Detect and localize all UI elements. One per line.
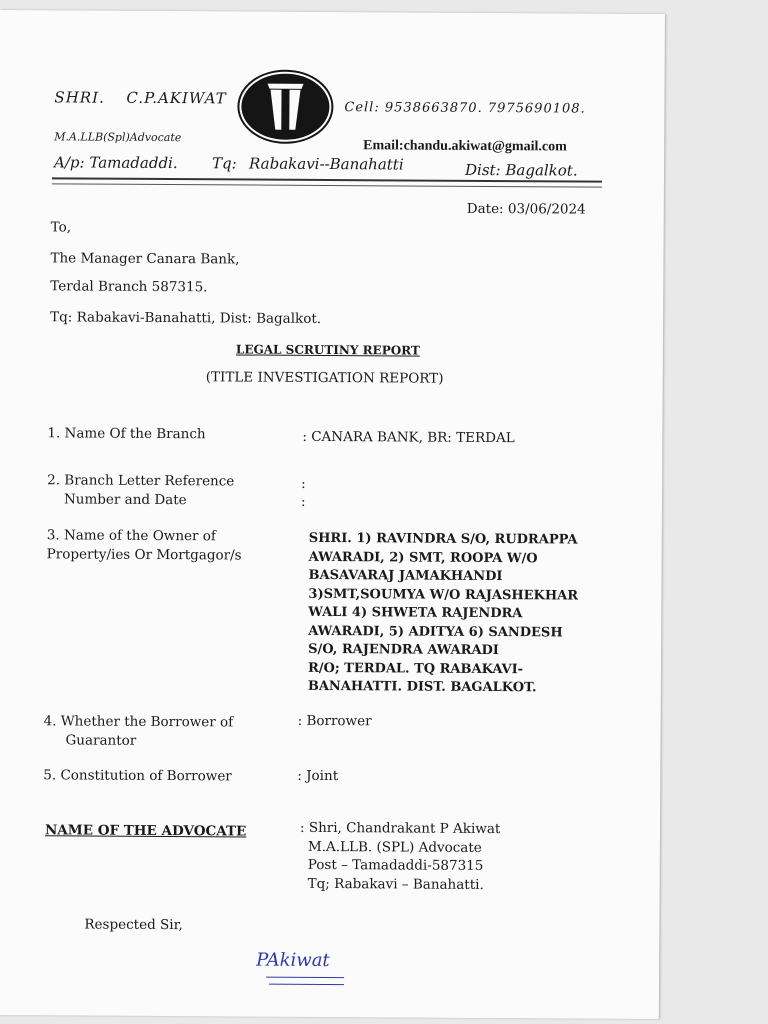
advocate-line-3: Post – Tamadaddi-587315: [307, 856, 484, 874]
letterhead-address-tq: Rabakavi--Banahatti: [249, 154, 404, 174]
letterhead-qualification: M.A.LLB(Spl)Advocate: [54, 130, 182, 145]
report-subtitle: (TITLE INVESTIGATION REPORT): [205, 369, 444, 387]
field-2-label-cont: Number and Date: [63, 491, 187, 509]
owner-line: AWARADI, 5) ADITYA 6) SANDESH: [308, 623, 563, 640]
owner-line: BASAVARAJ JAMAKHANDI: [308, 567, 503, 585]
field-3-value: [308, 530, 609, 698]
field-4-label-cont: Guarantor: [65, 732, 137, 749]
recipient-to: To,: [50, 219, 72, 236]
salutation: Respected Sir,: [84, 916, 183, 934]
recipient-line-3: Tq: Rabakavi-Banahatti, Dist: Bagalkot.: [50, 309, 322, 327]
field-3-label-cont: Property/ies Or Mortgagor/s: [46, 546, 242, 564]
owner-line: S/O, RAJENDRA AWARADI: [308, 641, 499, 659]
report-date: Date: 03/06/2024: [466, 200, 586, 218]
signature-underline: [269, 984, 344, 985]
recipient-line-1: The Manager Canara Bank,: [50, 250, 240, 268]
field-1-value: : CANARA BANK, BR: TERDAL: [302, 428, 515, 447]
letterhead-address-dist: Dist: Bagalkot.: [464, 160, 578, 180]
recipient-line-2: Terdal Branch 587315.: [50, 278, 208, 296]
field-4-label: 4. Whether the Borrower of: [43, 713, 234, 731]
field-2-value-a: :: [301, 475, 306, 492]
advocate-label: NAME OF THE ADVOCATE: [44, 822, 247, 840]
field-3-label: 3. Name of the Owner of: [46, 527, 216, 545]
advocate-line-2: M.A.LLB. (SPL) Advocate: [307, 838, 482, 856]
owner-line: AWARADI, 2) SMT, ROOPA W/O: [308, 549, 538, 566]
document-page: [0, 10, 665, 1019]
owner-line: 3)SMT,SOUMYA W/O RAJASHEKHAR: [308, 586, 579, 604]
owner-line: R/O; TERDAL. TQ RABAKAVI-: [307, 660, 524, 677]
signature: PAkiwat: [256, 949, 330, 972]
report-title: LEGAL SCRUTINY REPORT: [235, 342, 420, 358]
field-5-value: : Joint: [297, 767, 339, 785]
advocate-logo-icon: [237, 69, 333, 144]
owner-line: BANAHATTI. DIST. BAGALKOT.: [307, 678, 537, 696]
advocate-line-1: : Shri, Chandrakant P Akiwat: [299, 819, 501, 838]
field-1-label: 1. Name Of the Branch: [47, 425, 206, 443]
owner-line: SHRI. 1) RAVINDRA S/O, RUDRAPPA: [308, 530, 578, 548]
letterhead-prefix: SHRI.: [54, 88, 105, 107]
header-divider-thin: [52, 183, 602, 187]
field-4-value: : Borrower: [297, 712, 372, 730]
letterhead-name: C.P.AKIWAT: [126, 88, 227, 108]
signature-underline: [266, 977, 344, 978]
letterhead-address-tq-label: Tq:: [212, 154, 237, 173]
field-5-label: 5. Constitution of Borrower: [43, 767, 232, 785]
letterhead-email: Email:chandu.akiwat@gmail.com: [363, 138, 567, 155]
field-2-label: 2. Branch Letter Reference: [47, 472, 235, 490]
letterhead-address-ap: A/p: Tamadaddi.: [54, 153, 178, 173]
letterhead-cell: Cell: 9538663870. 7975690108.: [344, 100, 586, 117]
advocate-line-4: Tq; Rabakavi – Banahatti.: [307, 875, 484, 893]
field-2-value-b: :: [300, 493, 306, 510]
owner-line: WALI 4) SHWETA RAJENDRA: [308, 604, 523, 622]
